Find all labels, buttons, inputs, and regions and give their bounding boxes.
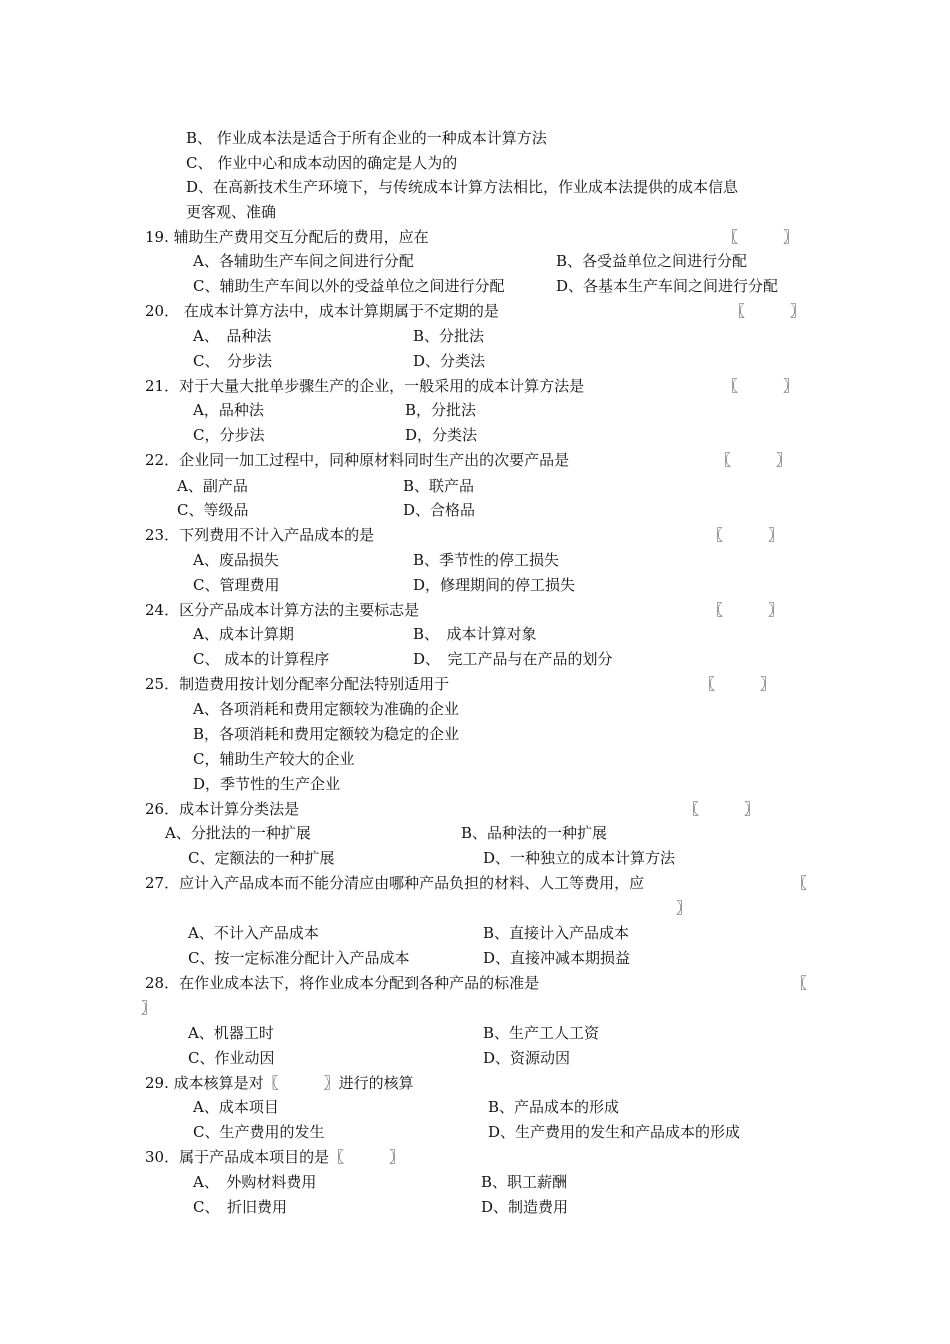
q27-bracket-open: 〖	[792, 874, 808, 892]
q23-option-a: A、废品损失	[193, 551, 279, 569]
q23-option-c: C、管理费用	[193, 576, 280, 594]
q23-option-d: D，修理期间的停工损失	[413, 576, 576, 594]
q25-option-b: B，各项消耗和费用定额较为稳定的企业	[193, 725, 460, 743]
q26-option-b: B、品种法的一种扩展	[461, 824, 608, 842]
q19-option-b: B、各受益单位之间进行分配	[556, 252, 748, 270]
q27-option-c: C、按一定标准分配计入产品成本	[188, 949, 410, 967]
q26-stem: 26．成本计算分类法是	[145, 800, 300, 818]
q22-option-b: B、联产品	[403, 477, 475, 495]
q21-option-d: D，分类法	[405, 426, 478, 444]
q20-option-c: C、 分步法	[193, 352, 272, 370]
q28-bracket-open: 〖	[792, 974, 808, 992]
q27-stem: 27．应计入产品成本而不能分清应由哪种产品负担的材料、人工等费用，应	[145, 874, 645, 892]
q30-stem: 30．属于产品成本项目的是〖 〗	[145, 1148, 405, 1166]
q27-option-a: A、不计入产品成本	[188, 924, 319, 942]
q28-option-a: A、机器工时	[188, 1024, 274, 1042]
q28-option-c: C、作业动因	[188, 1049, 275, 1067]
q24-answer-bracket: 〖 〗	[708, 601, 784, 619]
q18-option-d: D、在高新技术生产环境下，与传统成本计算方法相比，作业成本法提供的成本信息	[186, 178, 739, 196]
q30-option-d: D、制造费用	[481, 1198, 569, 1216]
q24-option-a: A、成本计算期	[193, 625, 294, 643]
q22-option-c: C、等级品	[177, 501, 249, 519]
q28-stem: 28．在作业成本法下，将作业成本分配到各种产品的标准是	[145, 974, 540, 992]
q18-option-c: C、 作业中心和成本动因的确定是人为的	[186, 154, 458, 172]
q29-option-c: C、生产费用的发生	[193, 1123, 325, 1141]
q20-answer-bracket: 〖 〗	[730, 302, 806, 320]
q20-option-b: B、分批法	[413, 327, 485, 345]
q30-option-a: A、 外购材料费用	[193, 1173, 317, 1191]
q19-option-d: D、各基本生产车间之间进行分配	[556, 277, 779, 295]
q22-option-d: D、合格品	[403, 501, 476, 519]
q26-option-d: D、一种独立的成本计算方法	[483, 849, 676, 867]
q27-bracket-close: 〗	[676, 899, 692, 917]
q21-answer-bracket: 〖 〗	[723, 377, 799, 395]
q25-option-d: D，季节性的生产企业	[193, 775, 341, 793]
q20-stem: 20． 在成本计算方法中，成本计算期属于不定期的是	[145, 302, 499, 320]
q20-option-a: A、 品种法	[193, 327, 272, 345]
q25-answer-bracket: 〖 〗	[700, 675, 776, 693]
q25-option-a: A、各项消耗和费用定额较为准确的企业	[193, 700, 459, 718]
q29-stem: 29. 成本核算是对〖 〗进行的核算	[145, 1074, 414, 1092]
q24-option-c: C、 成本的计算程序	[193, 650, 330, 668]
q22-option-a: A、副产品	[177, 477, 248, 495]
q25-option-c: C，辅助生产较大的企业	[193, 750, 355, 768]
q18-option-d-cont: 更客观、准确	[186, 203, 277, 221]
q29-option-b: B、产品成本的形成	[488, 1098, 620, 1116]
q23-answer-bracket: 〖 〗	[708, 526, 784, 544]
q30-option-c: C、 折旧费用	[193, 1198, 287, 1216]
q19-stem: 19. 辅助生产费用交互分配后的费用，应在	[145, 228, 429, 246]
q22-answer-bracket: 〖 〗	[716, 451, 792, 469]
q25-stem: 25．制造费用按计划分配率分配法特别适用于	[145, 675, 450, 693]
q22-stem: 22．企业同一加工过程中，同种原材料同时生产出的次要产品是	[145, 451, 570, 469]
q19-option-a: A、各辅助生产车间之间进行分配	[193, 252, 414, 270]
q20-option-d: D、分类法	[413, 352, 486, 370]
q26-answer-bracket: 〖 〗	[684, 800, 760, 818]
q19-answer-bracket: 〖 〗	[723, 228, 799, 246]
q24-option-d: D、 完工产品与在产品的划分	[413, 650, 613, 668]
q23-option-b: B、季节性的停工损失	[413, 551, 560, 569]
q27-option-d: D、直接冲减本期损益	[483, 949, 631, 967]
q24-stem: 24．区分产品成本计算方法的主要标志是	[145, 601, 420, 619]
q21-option-a: A，品种法	[193, 401, 264, 419]
q30-option-b: B、职工薪酬	[481, 1173, 568, 1191]
q18-option-b: B、 作业成本法是适合于所有企业的一种成本计算方法	[186, 129, 547, 147]
q28-bracket-close: 〗	[141, 999, 157, 1017]
q21-option-c: C，分步法	[193, 426, 265, 444]
q23-stem: 23．下列费用不计入产品成本的是	[145, 526, 375, 544]
q24-option-b: B、 成本计算对象	[413, 625, 537, 643]
q27-option-b: B、直接计入产品成本	[483, 924, 630, 942]
q26-option-a: A、分批法的一种扩展	[165, 824, 311, 842]
q29-option-a: A、成本项目	[193, 1098, 279, 1116]
q19-option-c: C、辅助生产车间以外的受益单位之间进行分配	[193, 277, 505, 295]
q28-option-b: B、生产工人工资	[483, 1024, 600, 1042]
q26-option-c: C、定额法的一种扩展	[188, 849, 335, 867]
q21-stem: 21．对于大量大批单步骤生产的企业，一般采用的成本计算方法是	[145, 377, 585, 395]
q28-option-d: D、资源动因	[483, 1049, 571, 1067]
q29-option-d: D、生产费用的发生和产品成本的形成	[488, 1123, 741, 1141]
q21-option-b: B，分批法	[405, 401, 477, 419]
